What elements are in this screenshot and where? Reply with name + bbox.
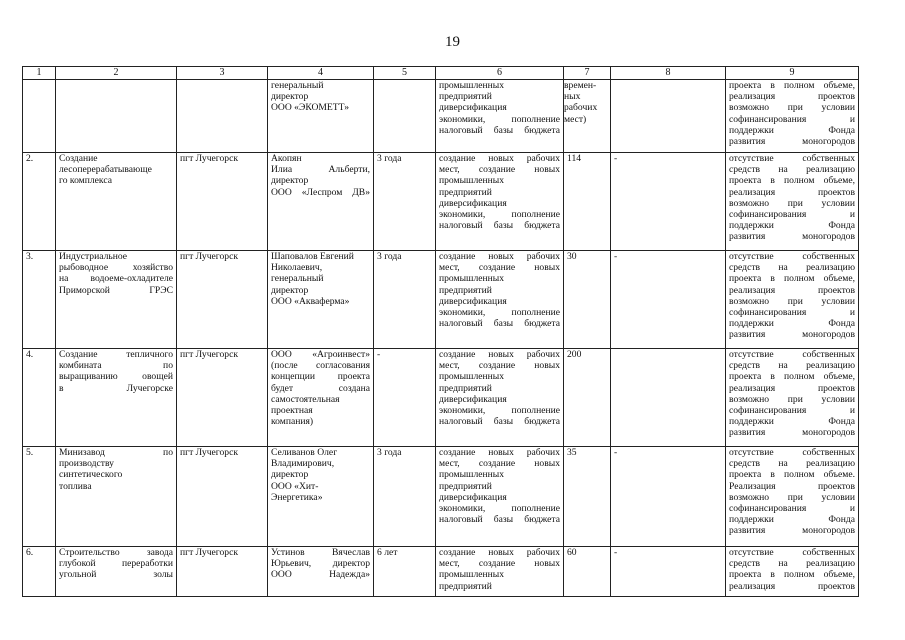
- row-number-cell: 4.: [23, 349, 56, 447]
- term-cell: -: [374, 349, 436, 447]
- location-cell: пгт Лучегорск: [177, 153, 268, 251]
- row-number-cell: [23, 80, 56, 153]
- row-number-cell: 2.: [23, 153, 56, 251]
- effect-cell: создание новых рабочих мест, создание новых промышленных предприятий диверсификация экономики, пополнение налоговый базы бюджета: [436, 349, 564, 447]
- effect-cell: создание новых рабочих мест, создание новых промышленных предприятий диверсификация экономики, пополнение налоговый базы бюджета: [436, 251, 564, 349]
- term-cell: 6 лет: [374, 547, 436, 597]
- notes-cell: отсутствие собственных средств на реализацию проекта в полном объеме, реализация проектов возможно при условии софинансирования и поддержки Фонда развития моногородов: [726, 349, 859, 447]
- term-cell: 3 года: [374, 251, 436, 349]
- project-name-cell: Индустриальное рыбоводное хозяйство на водоеме-охладителе Приморской ГРЭС: [56, 251, 177, 349]
- effect-cell: создание новых рабочих мест, создание новых промышленных предприятий: [436, 547, 564, 597]
- table-row: [23, 153, 859, 251]
- column-8-cell: [611, 80, 726, 153]
- column-header: 6: [436, 67, 564, 80]
- notes-cell: отсутствие собственных средств на реализацию проекта в полном объеме, реализация проектов: [726, 547, 859, 597]
- effect-cell: создание новых рабочих мест, создание новых промышленных предприятий диверсификация экономики, пополнение налоговый базы бюджета: [436, 153, 564, 251]
- notes-cell: проекта в полном объеме, реализация проектов возможно при условии софинансирования и поддержки Фонда развития моногородов: [726, 80, 859, 153]
- project-name-cell: Создание лесоперерабатывающе го комплекса: [56, 153, 177, 251]
- notes-cell: отсутствие собственных средств на реализацию проекта в полном объеме, реализация проектов возможно при условии софинансирования и поддержки Фонда развития моногородов: [726, 251, 859, 349]
- jobs-cell: 35: [564, 447, 611, 547]
- location-cell: пгт Лучегорск: [177, 547, 268, 597]
- table-row: [23, 447, 859, 547]
- project-name-cell: Строительство завода глубокой переработки угольной золы: [56, 547, 177, 597]
- page-number: 19: [445, 34, 460, 50]
- row-number-cell: 5.: [23, 447, 56, 547]
- jobs-cell: 30: [564, 251, 611, 349]
- projects-table: [22, 66, 859, 597]
- column-header: 3: [177, 67, 268, 80]
- location-cell: пгт Лучегорск: [177, 349, 268, 447]
- investor-cell: Устинов Вячеслав Юрьевич, директор ООО Надежда»: [268, 547, 374, 597]
- notes-cell: отсутствие собственных средств на реализацию проекта в полном объеме, реализация проектов возможно при условии софинансирования и поддержки Фонда развития моногородов: [726, 153, 859, 251]
- effect-cell: промышленных предприятий диверсификация экономики, пополнение налоговый базы бюджета: [436, 80, 564, 153]
- effect-cell: создание новых рабочих мест, создание новых промышленных предприятий диверсификация экономики, пополнение налоговый базы бюджета: [436, 447, 564, 547]
- table-row: [23, 80, 859, 153]
- column-number-header: [23, 67, 859, 80]
- row-number-cell: 3.: [23, 251, 56, 349]
- jobs-cell: 60: [564, 547, 611, 597]
- column-header: 2: [56, 67, 177, 80]
- notes-cell: отсутствие собственных средств на реализацию проекта в полном объеме. Реализация проектов возможно при условии софинансирования и поддержки Фонда развития моногородов: [726, 447, 859, 547]
- column-header: 4: [268, 67, 374, 80]
- jobs-cell: 114: [564, 153, 611, 251]
- term-cell: 3 года: [374, 447, 436, 547]
- project-name-cell: Создание тепличного комбината по выращиванию овощей в Лучегорске: [56, 349, 177, 447]
- investor-cell: Селиванов Олег Владимирович, директор ООО «Хит- Энергетика»: [268, 447, 374, 547]
- location-cell: [177, 80, 268, 153]
- investor-cell: генеральный директор ООО «ЭКОМЕТТ»: [268, 80, 374, 153]
- term-cell: 3 года: [374, 153, 436, 251]
- column-8-cell: -: [611, 547, 726, 597]
- table-row: [23, 251, 859, 349]
- column-header: 8: [611, 67, 726, 80]
- investor-cell: ООО «Агроинвест» (после согласования концепции проекта будет создана самостоятельная проектная компания): [268, 349, 374, 447]
- column-header: 1: [23, 67, 56, 80]
- investor-cell: Акопян Илиа Альберти, директор ООО «Леспром ДВ»: [268, 153, 374, 251]
- column-8-cell: -: [611, 251, 726, 349]
- column-8-cell: -: [611, 153, 726, 251]
- table-row: [23, 547, 859, 597]
- jobs-cell: времен- ных рабочих мест): [564, 80, 611, 153]
- column-header: 9: [726, 67, 859, 80]
- column-8-cell: -: [611, 447, 726, 547]
- term-cell: [374, 80, 436, 153]
- column-header: 5: [374, 67, 436, 80]
- row-number-cell: 6.: [23, 547, 56, 597]
- column-8-cell: [611, 349, 726, 447]
- location-cell: пгт Лучегорск: [177, 447, 268, 547]
- column-header: 7: [564, 67, 611, 80]
- project-name-cell: Минизавод по производству синтетического топлива: [56, 447, 177, 547]
- location-cell: пгт Лучегорск: [177, 251, 268, 349]
- investor-cell: Шаповалов Евгений Николаевич, генеральный директор ООО «Акваферма»: [268, 251, 374, 349]
- project-name-cell: [56, 80, 177, 153]
- jobs-cell: 200: [564, 349, 611, 447]
- table-row: [23, 349, 859, 447]
